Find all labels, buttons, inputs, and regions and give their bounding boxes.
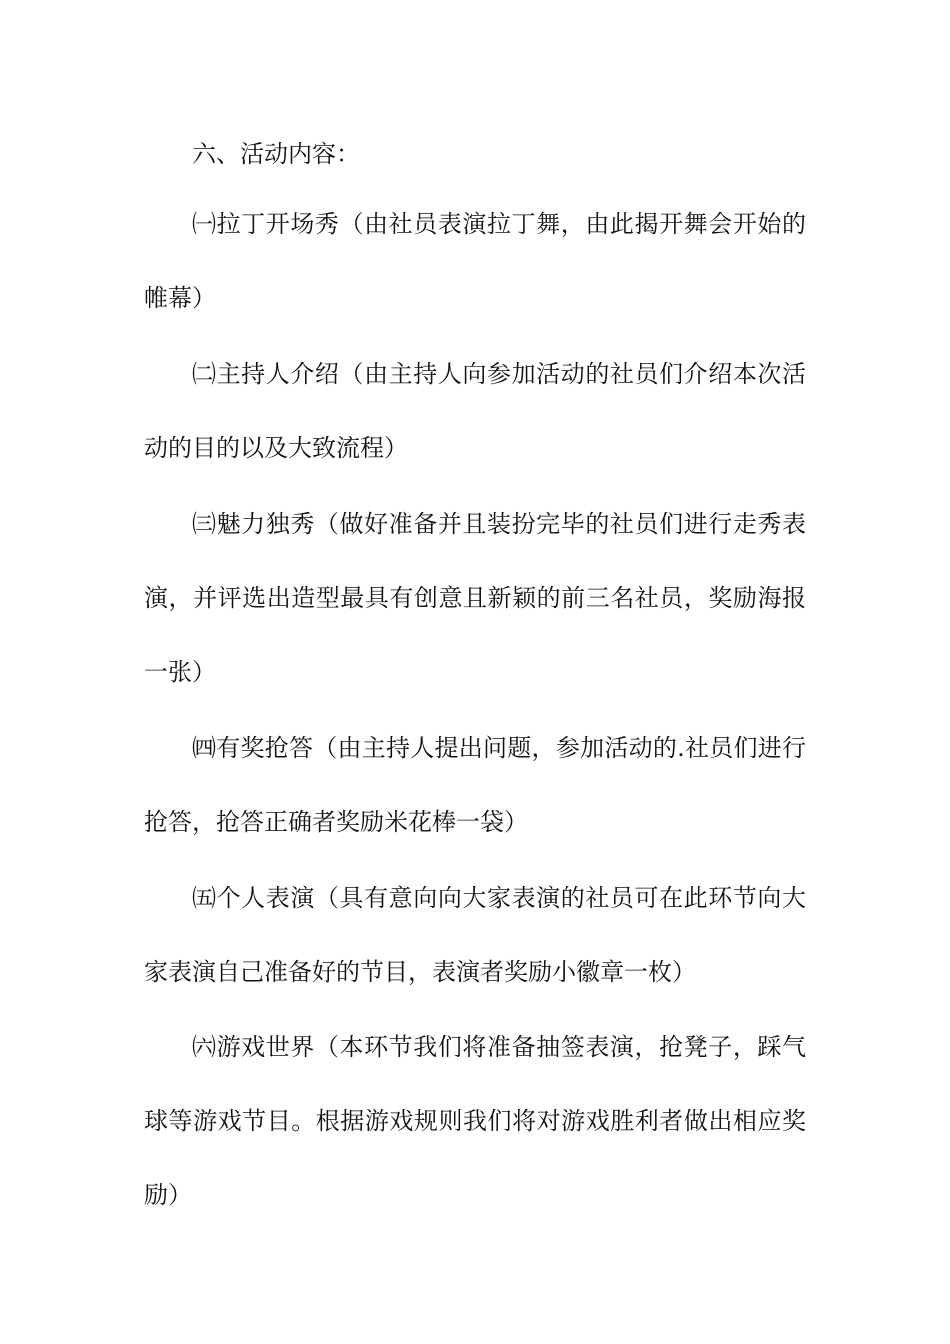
activity-item-quiz: ㈣有奖抢答（由主持人提出问题，参加活动的.社员们进行抢答，抢答正确者奖励米花棒一袋） (144, 734, 806, 836)
section-heading: 六、活动内容： (192, 140, 360, 168)
activity-item-game-world: ㈥游戏世界（本环节我们将准备抽签表演，抢凳子，踩气球等游戏节目。根据游戏规则我们将对游戏胜利者做出相应奖励） (144, 1033, 806, 1209)
activity-item-host-introduction: ㈡主持人介绍（由主持人向参加活动的社员们介绍本次活动的目的以及大致流程） (144, 360, 806, 462)
activity-item-personal-performance: ㈤个人表演（具有意向向大家表演的社员可在此环节向大家表演自己准备好的节目，表演者奖励小徽章一枚） (144, 884, 806, 986)
activity-item-charm-show: ㈢魅力独秀（做好准备并且装扮完毕的社员们进行走秀表演，并评选出造型最具有创意且新颖的前三名社员，奖励海报一张） (144, 510, 806, 686)
activity-item-opening-show: ㈠拉丁开场秀（由社员表演拉丁舞，由此揭开舞会开始的帷幕） (144, 210, 806, 312)
